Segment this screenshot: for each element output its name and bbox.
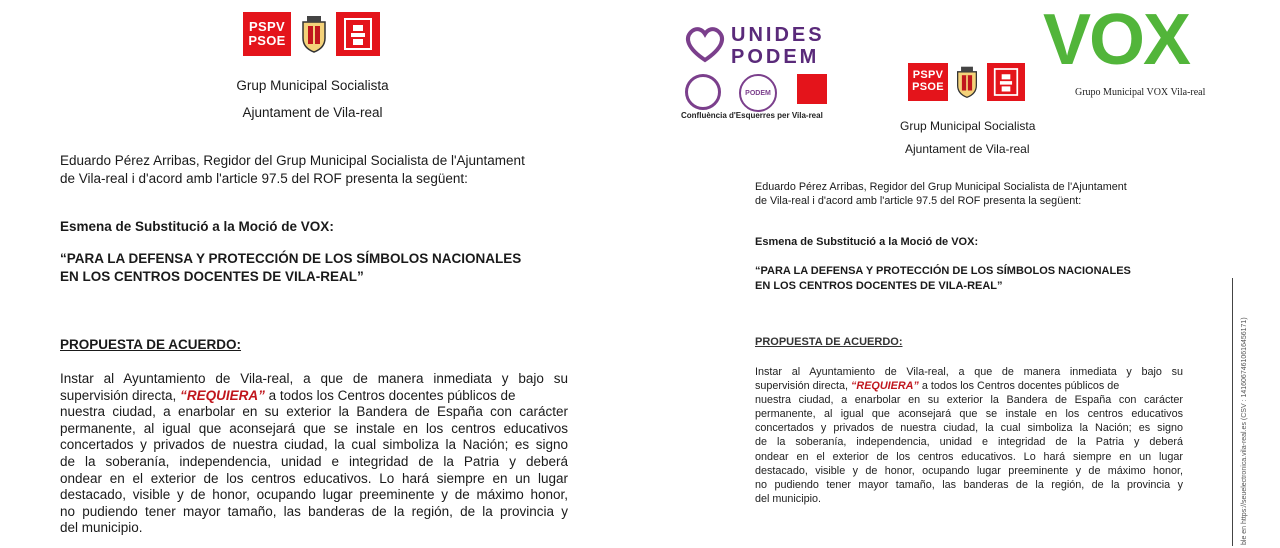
document-divider	[625, 0, 655, 548]
amendment-title: Esmena de Substitució a la Moció de VOX:	[755, 236, 979, 248]
body-line: permanente, al igual que aconsejará que se instale en los centros educativos	[755, 408, 1183, 421]
intro-line-1: Eduardo Pérez Arribas, Regidor del Grup Municipal Socialista de l'Ajuntament	[60, 153, 525, 168]
body-line: permanente, al igual que aconsejará que se instale en los centros educativos	[60, 420, 568, 436]
header-line-2: Ajuntament de Vila-real	[242, 105, 383, 120]
psoe-logo	[908, 63, 948, 101]
unides-podem-logo	[683, 22, 843, 72]
motion-title-line-2: EN LOS CENTROS DOCENTES DE VILA-REAL”	[60, 269, 364, 284]
psoe-logo-line1: PSPV	[912, 69, 944, 82]
motion-title-line-2: EN LOS CENTROS DOCENTES DE VILA-REAL”	[755, 280, 1003, 292]
body-line: Instar al Ayuntamiento de Vila-real, a que de manera inmediata y bajo su	[755, 366, 1183, 378]
psoe-logo-line2: PSOE	[248, 33, 286, 48]
unides-line2: PODEM	[731, 46, 820, 68]
heart-icon	[683, 24, 727, 64]
confluencia-caption: Confluència d'Esquerres per Vila-real	[681, 111, 823, 120]
podem-badge: PODEM	[739, 74, 777, 112]
body-line: concertados y privados de nuestra ciudad, la cual simboliza la Nación; es signo	[755, 422, 1183, 435]
proposal-body	[60, 371, 568, 537]
body-line: nuestra ciudad, a enarbolar en su exterior la Bandera de España con carácter	[60, 404, 568, 420]
esquerra-unida-badge-icon	[797, 74, 827, 104]
psoe-logo-line1: PSPV	[249, 19, 285, 35]
header-line-1: Grup Municipal Socialista	[900, 119, 1036, 133]
body-line: del municipio.	[755, 492, 822, 505]
body-line: Instar al Ayuntamiento de Vila-real, a que de manera inmediata y bajo su	[60, 371, 568, 386]
amendment-title: Esmena de Substitució a la Moció de VOX:	[60, 219, 334, 234]
body-line: nuestra ciudad, a enarbolar en su exterior la Bandera de España con carácter	[755, 394, 1183, 407]
psoe-logo	[243, 12, 291, 56]
header-line-1: Grup Municipal Socialista	[236, 78, 389, 93]
body-line: destacado, visible y de honor, ocupando lugar preeminente y de máximo honor,	[60, 487, 568, 503]
requiera-emphasis: “REQUIERA”	[851, 380, 919, 393]
proposal-heading: PROPUESTA DE ACUERDO:	[755, 336, 903, 348]
body-line-fragment: a todos los Centros docentes públicos de	[921, 380, 1120, 393]
body-line: ondear en el exterior de los centros educativos. Lo hará siempre en un lugar	[755, 450, 1183, 463]
unides-line1: UNIDES	[731, 24, 825, 46]
proposal-body	[755, 365, 1183, 506]
body-line: de la soberanía, independencia, unidad e integridad de la Patria y deberá	[755, 436, 1183, 449]
body-line-fragment: supervisión directa,	[755, 380, 849, 393]
motion-title-line-1: “PARA LA DEFENSA Y PROTECCIÓN DE LOS SÍMBOLOS NACIONALES	[60, 251, 522, 266]
body-line-fragment: supervisión directa,	[60, 387, 177, 403]
body-line: destacado, visible y de honor, ocupando lugar preeminente y de máximo honor,	[755, 464, 1183, 477]
intro-line-1: Eduardo Pérez Arribas, Regidor del Grup Municipal Socialista de l'Ajuntament	[755, 181, 1127, 193]
body-line-fragment: a todos los Centros docentes públicos de	[268, 387, 516, 403]
body-line: ondear en el exterior de los centros educativos. Lo hará siempre en un lugar	[60, 470, 568, 486]
intro-line-2: de Vila-real i d'acord amb l'article 97.5 del ROF presenta la següent:	[60, 171, 468, 186]
body-line: concertados y privados de nuestra ciudad, la cual simboliza la Nación; es signo	[60, 437, 568, 453]
vila-real-shield-icon	[296, 12, 332, 56]
right-document	[655, 0, 1280, 548]
psoe-logo-line2: PSOE	[912, 81, 944, 93]
margin-rule	[1232, 278, 1233, 546]
vox-group-caption: Grupo Municipal VOX Vila-real	[1075, 87, 1206, 98]
psoe-rose-icon	[987, 63, 1025, 101]
body-line: de la soberanía, independencia, unidad e integridad de la Patria y deberá	[60, 453, 568, 469]
body-line: no pudiendo tener mayor tamaño, las banderas de la región, de la provincia y	[755, 478, 1183, 491]
requiera-emphasis: “REQUIERA”	[180, 387, 265, 403]
psoe-rose-icon	[336, 12, 380, 56]
vila-real-shield-icon	[952, 63, 982, 101]
body-line	[755, 379, 1183, 393]
body-line: del municipio.	[60, 520, 143, 536]
body-line: no pudiendo tener mayor tamaño, las banderas de la región, de la provincia y	[60, 503, 568, 519]
header-line-2: Ajuntament de Vila-real	[905, 142, 1030, 156]
intro-line-2: de Vila-real i d'acord amb l'article 97.5 del ROF presenta la següent:	[755, 195, 1082, 207]
motion-title-line-1: “PARA LA DEFENSA Y PROTECCIÓN DE LOS SÍMBOLOS NACIONALES	[755, 265, 1131, 277]
left-document	[0, 0, 625, 548]
csv-verification-text: ble en https://seuelectronica.vila-real.es (CSV : 14160674610616456171)	[1241, 317, 1248, 545]
body-line	[60, 388, 568, 405]
proposal-heading: PROPUESTA DE ACUERDO:	[60, 337, 242, 352]
vox-logo: VOX	[1043, 0, 1190, 80]
confluencia-badge-icon	[685, 74, 721, 110]
